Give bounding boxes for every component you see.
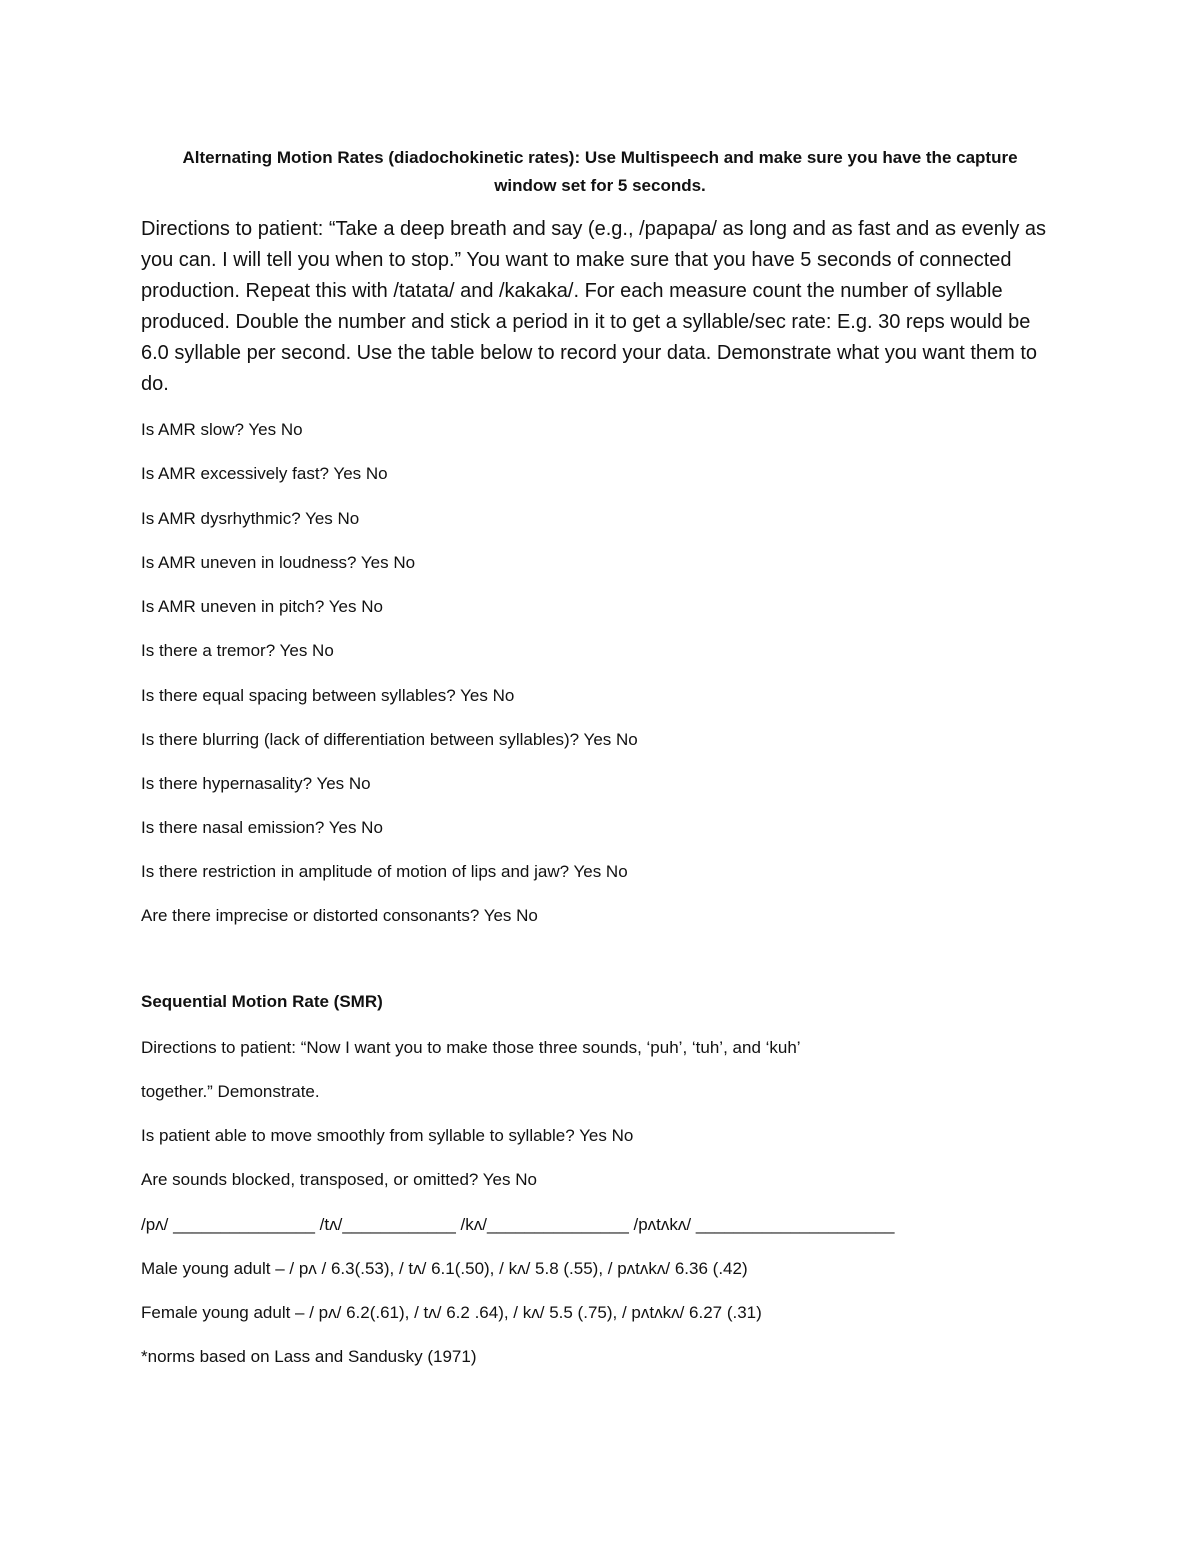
smr-directions-line-2: together.” Demonstrate.	[141, 1082, 320, 1101]
amr-question-hypernasality: Is there hypernasality? Yes No	[141, 774, 371, 793]
smr-record-line: /pʌ/ _______________ /tʌ/____________ /kʌ/_______________ /pʌtʌkʌ/ _____________________	[141, 1215, 895, 1234]
amr-question-slow: Is AMR slow? Yes No	[141, 420, 303, 439]
smr-directions-line-1: Directions to patient: “Now I want you to make those three sounds, ‘puh’, ‘tuh’, and ‘kuh’	[141, 1038, 801, 1057]
female-norms: Female young adult – / pʌ/ 6.2(.61), / tʌ/ 6.2 .64), / kʌ/ 5.5 (.75), / pʌtʌkʌ/ 6.27 (.31)	[141, 1303, 762, 1322]
amr-question-tremor: Is there a tremor? Yes No	[141, 641, 334, 660]
amr-question-spacing: Is there equal spacing between syllables? Yes No	[141, 686, 515, 705]
male-norms: Male young adult – / pʌ / 6.3(.53), / tʌ/ 6.1(.50), / kʌ/ 5.8 (.55), / pʌtʌkʌ/ 6.36 (.42)	[141, 1259, 748, 1278]
smr-question-blocked: Are sounds blocked, transposed, or omitted? Yes No	[141, 1170, 537, 1189]
smr-question-smooth: Is patient able to move smoothly from syllable to syllable? Yes No	[141, 1126, 634, 1145]
amr-question-loudness: Is AMR uneven in loudness? Yes No	[141, 553, 416, 572]
smr-section-title: Sequential Motion Rate (SMR)	[141, 992, 383, 1011]
norms-source: *norms based on Lass and Sandusky (1971)	[141, 1347, 477, 1366]
amr-question-restriction: Is there restriction in amplitude of motion of lips and jaw? Yes No	[141, 862, 628, 881]
amr-question-pitch: Is AMR uneven in pitch? Yes No	[141, 597, 383, 616]
document-title: Alternating Motion Rates (diadochokinetic rates): Use Multispeech and make sure you have the capture window set for 5 seconds.	[182, 148, 1018, 195]
amr-question-dysrhythmic: Is AMR dysrhythmic? Yes No	[141, 509, 360, 528]
amr-question-consonants: Are there imprecise or distorted consonants? Yes No	[141, 906, 538, 925]
amr-question-nasal-emission: Is there nasal emission? Yes No	[141, 818, 383, 837]
amr-directions: Directions to patient: “Take a deep breath and say (e.g., /papapa/ as long and as fast and as evenly as you can. I will tell you when to stop.” You want to make sure that you have 5 seconds of connected production. Repeat this with /tatata/ and /kakaka/. For each measure count the number of syllable produced. Double the number and stick a period in it to get a syllable/sec rate: E.g. 30 reps would be 6.0 syllable per second. Use the table below to record your data. Demonstrate what you want them to do.	[141, 218, 1047, 395]
amr-question-fast: Is AMR excessively fast? Yes No	[141, 464, 388, 483]
amr-question-blurring: Is there blurring (lack of differentiation between syllables)? Yes No	[141, 730, 638, 749]
